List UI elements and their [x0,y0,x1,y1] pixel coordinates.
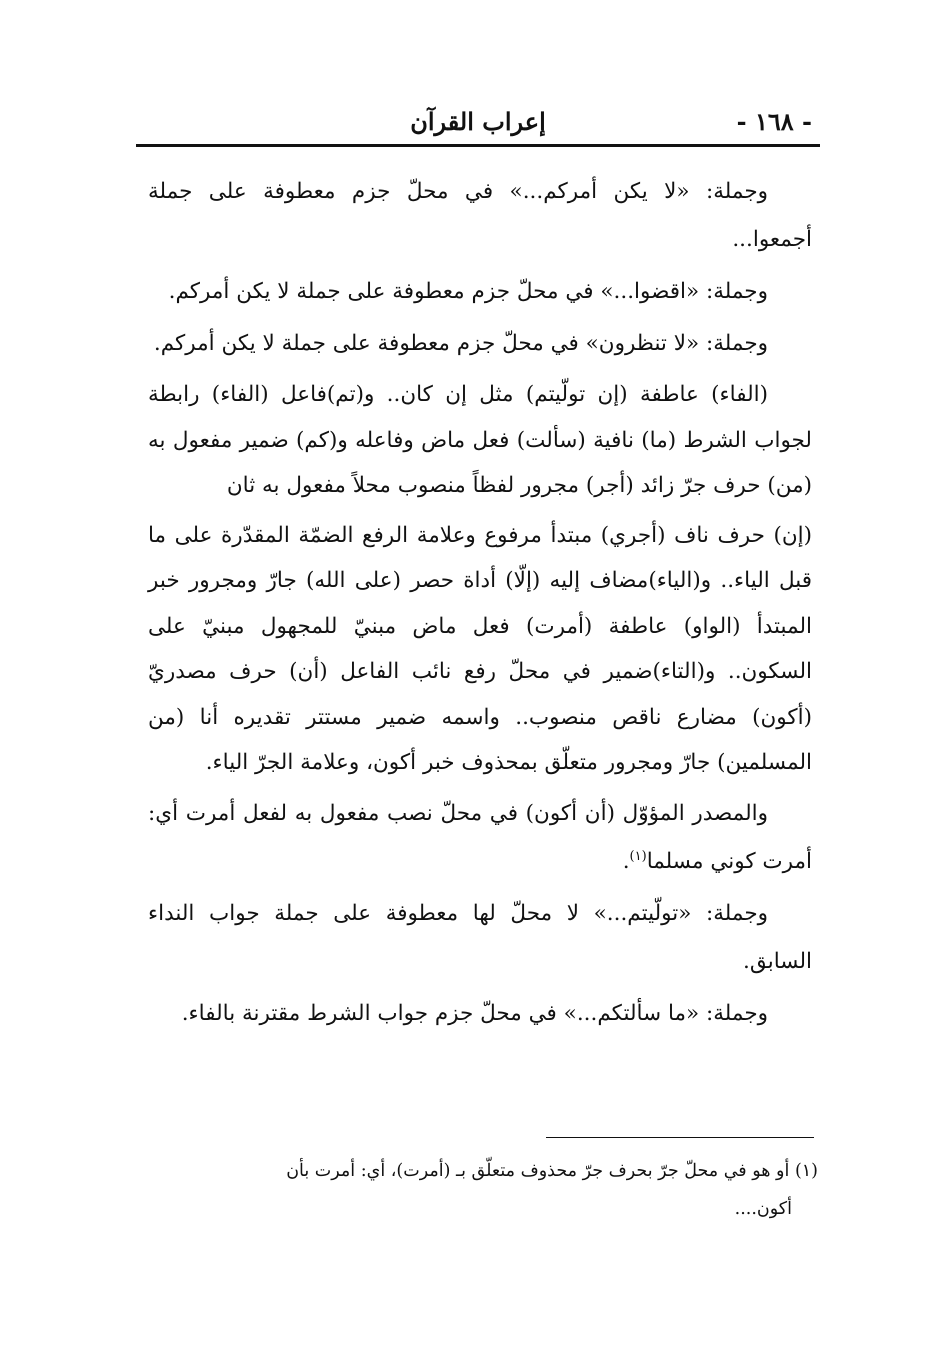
paragraph: وجملة: «تولّيتم...» لا محلّ لها معطوفة على جملة جواب النداء السابق. [148,900,812,974]
paragraph: والمصدر المؤوّل (أن أكون) في محلّ نصب مفعول به لفعل أمرت أي: أمرت كوني مسلما$^{(١)}$. [148,800,812,874]
paragraph: وجملة: «ما سألتكم...» في محلّ جزم جواب الشرط مقترنة بالفاء. [181,1000,768,1026]
footnote-line: أكون.... [734,1199,792,1219]
main-text [148,168,812,1042]
footnote [148,1152,818,1228]
footnote-line [148,1152,818,1190]
page-number: - ١٦٨ - [736,107,812,136]
paragraph: وجملة: «لا يكن أمركم...» في محلّ جزم معطوفة على جملة أجمعوا... [148,179,812,252]
footnote-reference[interactable]: (١) [629,848,647,864]
running-title: إعراب القرآن [410,107,546,136]
paragraph: (إن) حرف ناف (أجري) مبتدأ مرفوع وعلامة الرفع الضمّة المقدّرة على ما قبل الياء.. و(الياء)مضاف إليه (إلّا) أداة حصر (على الله) جارّ ومجرور خبر المبتدأ (الواو) عاطفة (أمرت) فعل ماض مبنيّ للمجهول مبنيّ على السكون.. و(التاء)ضمير في محلّ رفع نائب الفاعل (أن) حرف مصدريّ (أكون) مضارع ناقص منصوب.. واسمه ضمير مستتر تقديره أنا (من المسلمين) جارّ ومجرور متعلّق بمحذوف خبر أكون، وعلامة الجرّ الياء. [148,522,813,775]
footnote-number: (١) [794,1161,818,1181]
paragraph-text: والمصدر المؤوّل (أن أكون) في محلّ نصب مفعول به لفعل أمرت أي: أمرت كوني مسلما [148,800,812,874]
paragraph: وجملة: «لا تنظرون» في محلّ جزم معطوفة على جملة لا يكن أمركم. [153,331,768,356]
paragraph: وجملة: «اقضوا...» في محلّ جزم معطوفة على جملة لا يكن أمركم. [168,279,768,304]
page-header [136,92,820,147]
paragraph: (الفاء) عاطفة (إن تولّيتم) مثل إن كان.. و(تم)فاعل (الفاء) رابطة لجواب الشرط (ما) نافية (سألت) فعل ماض وفاعله و(كم) ضمير مفعول به (من) حرف جرّ زائد (أجر) مجرور لفظاً منصوب محلاً مفعول به ثان [148,382,812,498]
footnote-text: أو هو في محلّ جرّ بحرف جرّ محذوف متعلّق بـ (أمرت)، أي: أمرت بأن [286,1161,790,1181]
footnote-separator [546,1137,814,1138]
